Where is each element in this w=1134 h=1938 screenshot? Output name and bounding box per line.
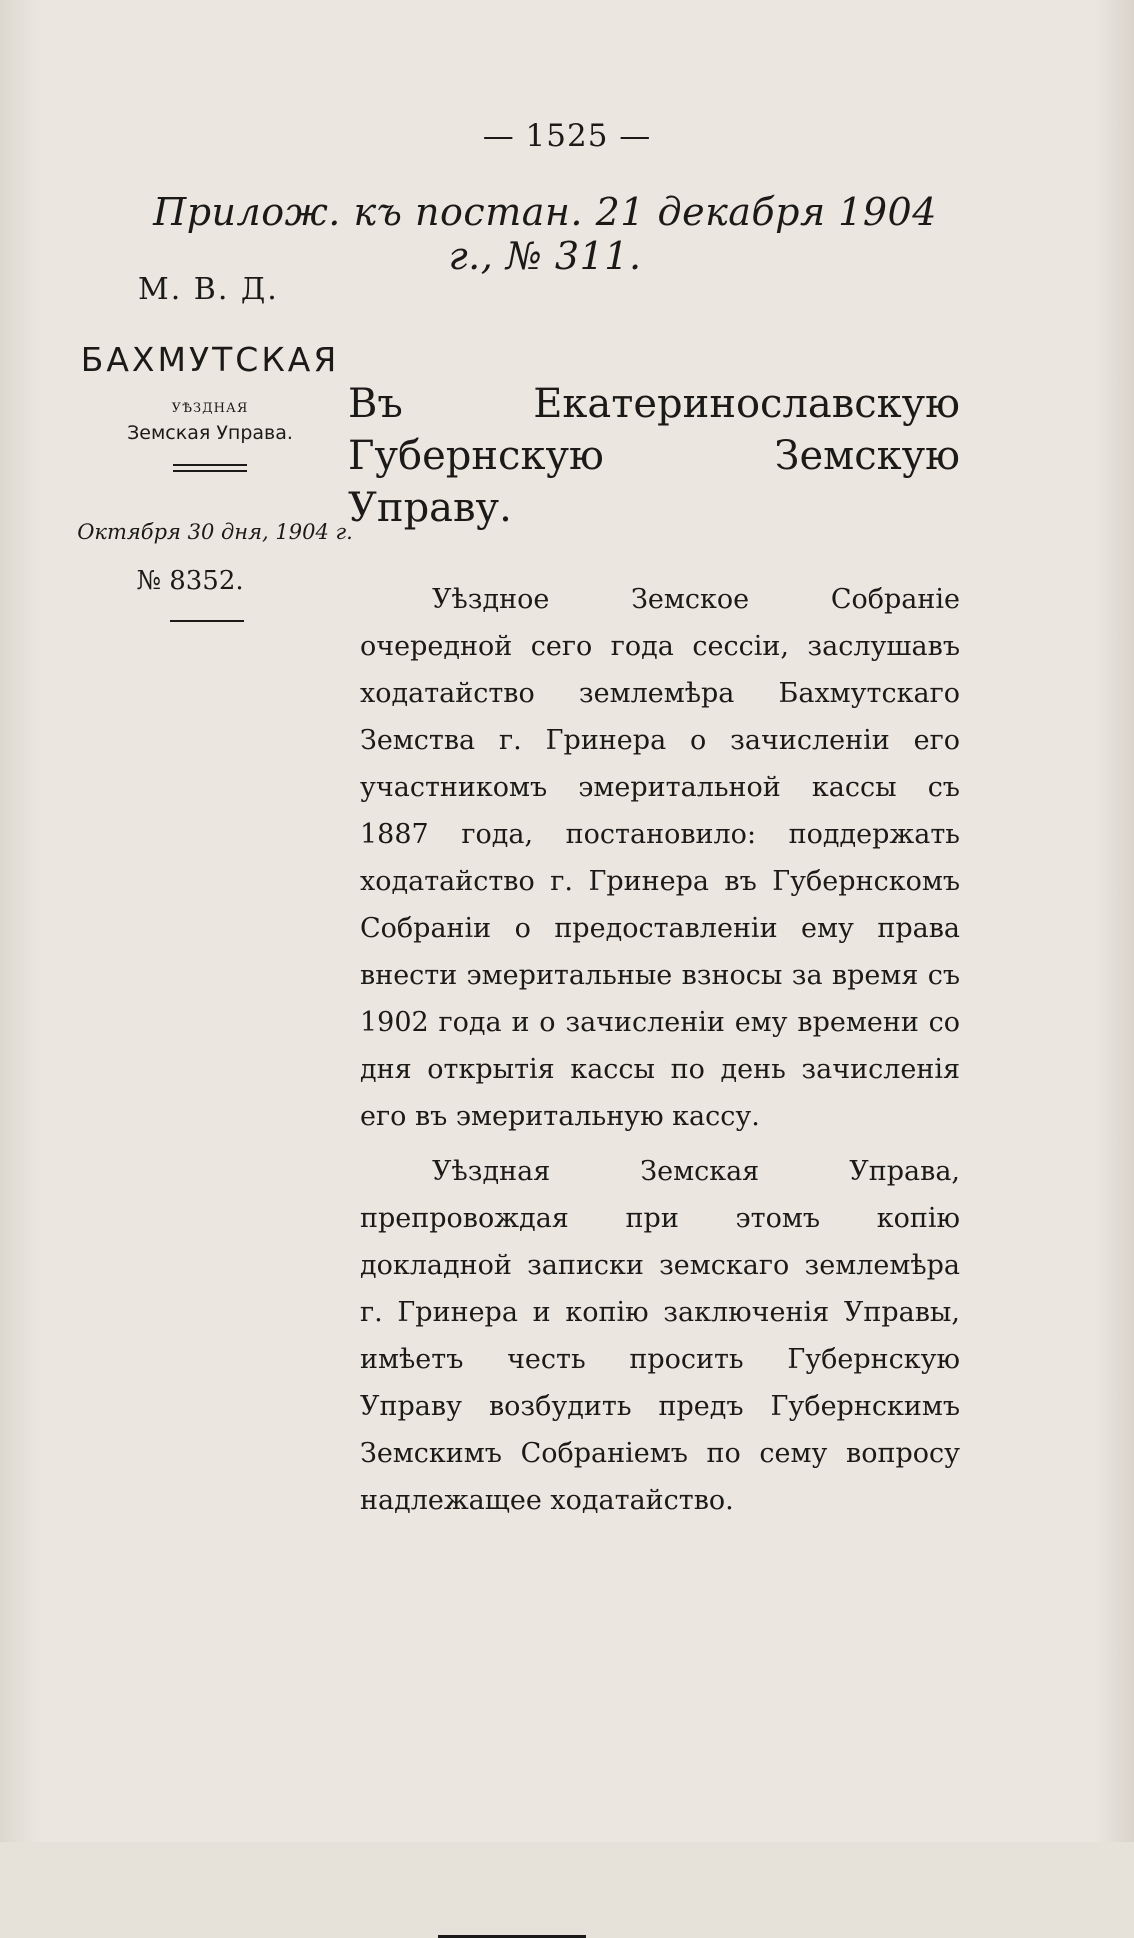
sender-org-name: БАХМУТСКАЯ bbox=[80, 340, 340, 379]
double-rule-divider bbox=[173, 464, 247, 472]
body-paragraph-2: Уѣздная Земская Управа, препровождая при этомъ копію докладной записки земскаго землемѣра г. Гринера и копію заключенія Управы, имѣетъ честь просить Губернскую Управу возбудить предъ Губернскимъ Земскимъ Собраніемъ по сему вопросу надлежащее ходатайство. bbox=[360, 1156, 960, 1516]
number-underline bbox=[170, 620, 244, 622]
letter-date: Октября 30 дня, 1904 г. bbox=[77, 520, 353, 544]
addressee-heading: Въ Екатеринославскую Губернскую Земскую Управу. bbox=[348, 381, 960, 531]
body-paragraph-1: Уѣздное Земское Собраніе очередной сего года сессіи, заслушавъ ходатайство землемѣра Бахмутскаго Земства г. Гринера о зачисленіи его участникомъ эмеритальной кассы съ 1887 года, постановило: поддержать ходатайство г. Гринера въ Губернскомъ Собраніи о предоставленіи ему права внести эмеритальные взносы за время съ 1902 года и о зачисленіи ему времени со дня открытія кассы по день зачисленія его въ эмеритальную кассу. bbox=[360, 584, 960, 1132]
page-number: — 1525 — bbox=[482, 118, 652, 154]
annex-reference: Прилож. къ постан. 21 декабря 1904 г., № 311. bbox=[153, 190, 937, 278]
sender-org-body: Земская Управа. bbox=[127, 422, 293, 444]
ministry-abbreviation: М. В. Д. bbox=[138, 272, 279, 307]
sender-org-district: УѢЗДНАЯ bbox=[171, 401, 249, 416]
letter-number: № 8352. bbox=[136, 566, 244, 596]
sender-block bbox=[60, 340, 360, 472]
